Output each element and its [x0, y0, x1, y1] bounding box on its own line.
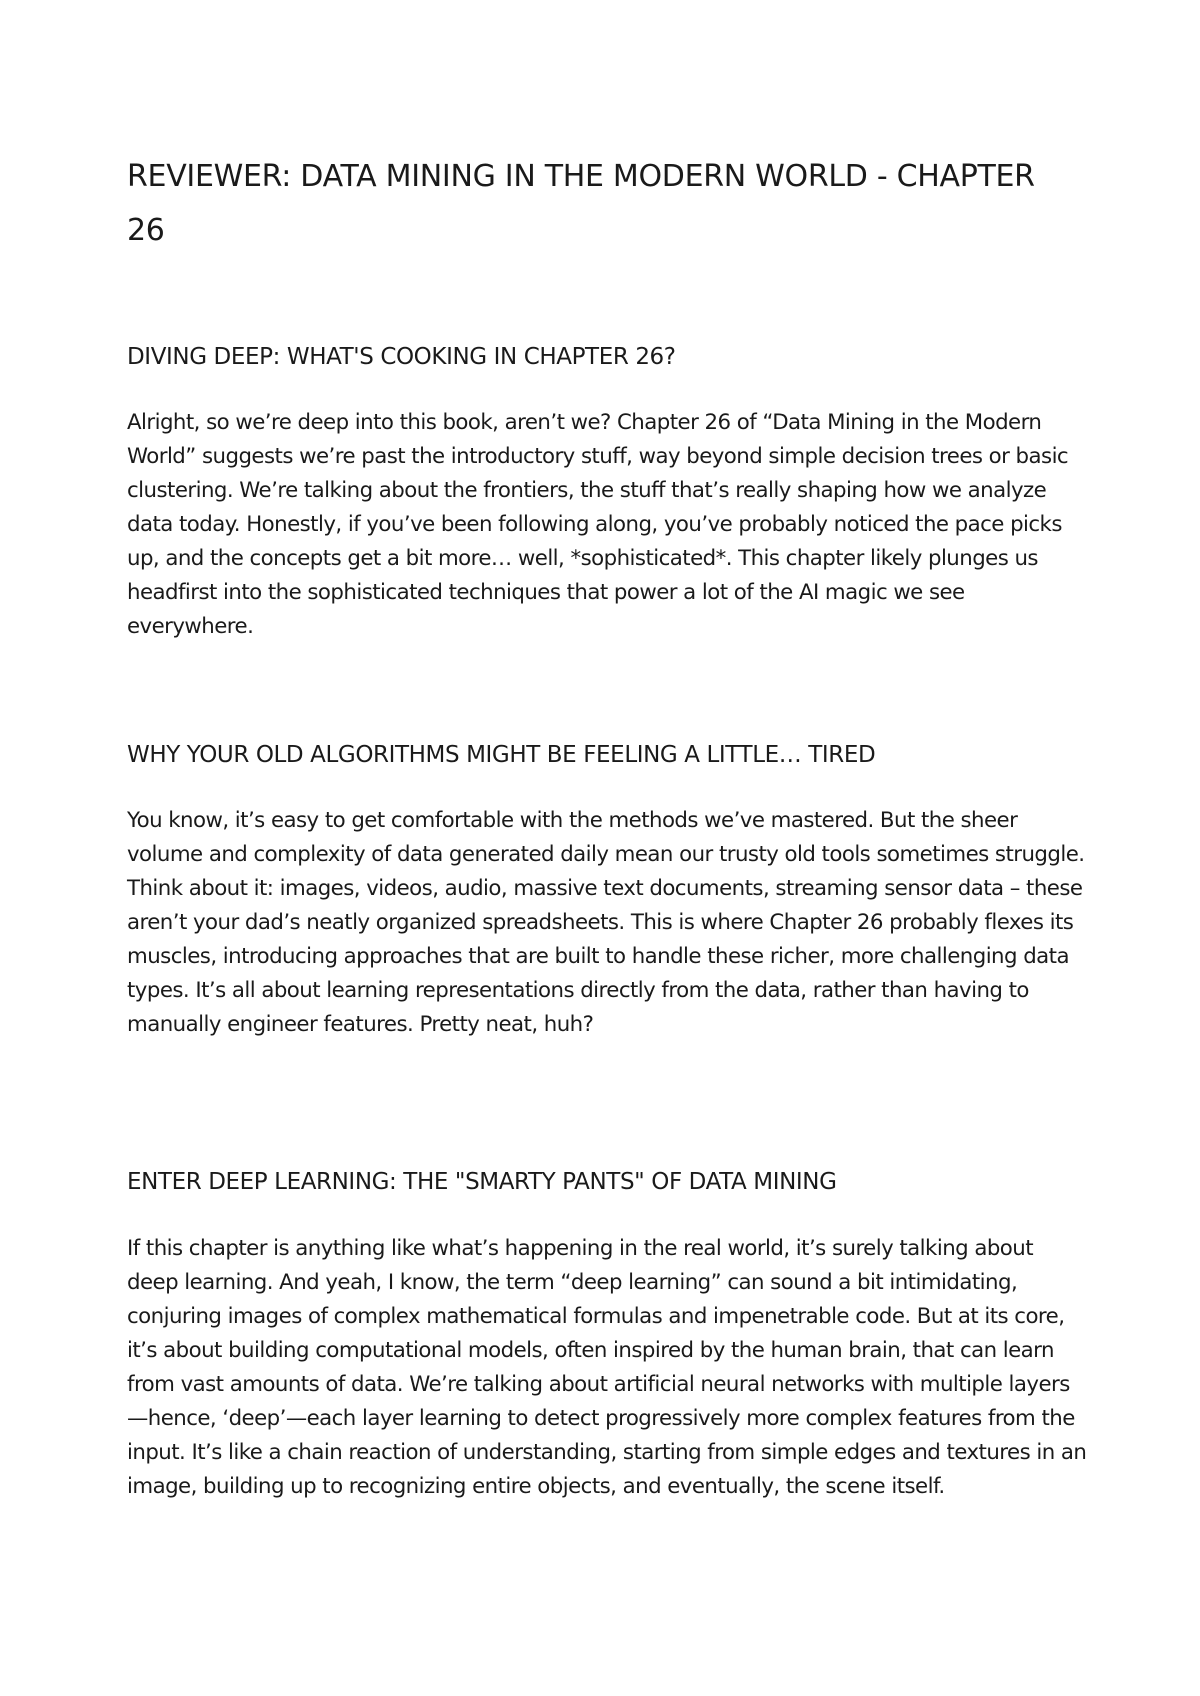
- section-paragraph: Alright, so we’re deep into this book, aren’t we? Chapter 26 of “Data Mining in the Modern World” suggests we’re past the introductory stuff, way beyond simple decision trees or basic clustering. We’re talking about the frontiers, the stuff that’s really shaping how we analyze data today. Honestly, if you’ve been following along, you’ve probably noticed the pace picks up, and the concepts get a bit more… well, *sophisticated*. This chapter likely plunges us headfirst into the sophisticated techniques that power a lot of the AI magic we see everywhere.: [127, 410, 1069, 639]
- section-paragraph: You know, it’s easy to get comfortable with the methods we’ve mastered. But the sheer volume and complexity of data generated daily mean our trusty old tools sometimes struggle. Think about it: images, videos, audio, massive text documents, streaming sensor data – these aren’t your dad’s neatly organized spreadsheets. This is where Chapter 26 probably flexes its muscles, introducing approaches that are built to handle these richer, more challenging data types. It’s all about learning representations directly from the data, rather than having to manually engineer features. Pretty neat, huh?: [127, 808, 1085, 1037]
- document-title: REVIEWER: DATA MINING IN THE MODERN WORLD - CHAPTER 26: [127, 159, 1035, 248]
- section-paragraph: If this chapter is anything like what’s happening in the real world, it’s surely talking about deep learning. And yeah, I know, the term “deep learning” can sound a bit intimidating, conjuring images of complex mathematical formulas and impenetrable code. But at its core, it’s about building computational models, often inspired by the human brain, that can learn from vast amounts of data. We’re talking about artificial neural networks with multiple layers—hence, ‘deep’—each layer learning to detect progressively more complex features from the input. It’s like a chain reaction of understanding, starting from simple edges and textures in an image, building up to recognizing entire objects, and eventually, the scene itself.: [127, 1236, 1087, 1499]
- section-heading: ENTER DEEP LEARNING: THE "SMARTY PANTS" OF DATA MINING: [127, 1169, 837, 1195]
- section-heading: DIVING DEEP: WHAT'S COOKING IN CHAPTER 26?: [127, 344, 676, 370]
- section-heading: WHY YOUR OLD ALGORITHMS MIGHT BE FEELING A LITTLE… TIRED: [127, 742, 876, 768]
